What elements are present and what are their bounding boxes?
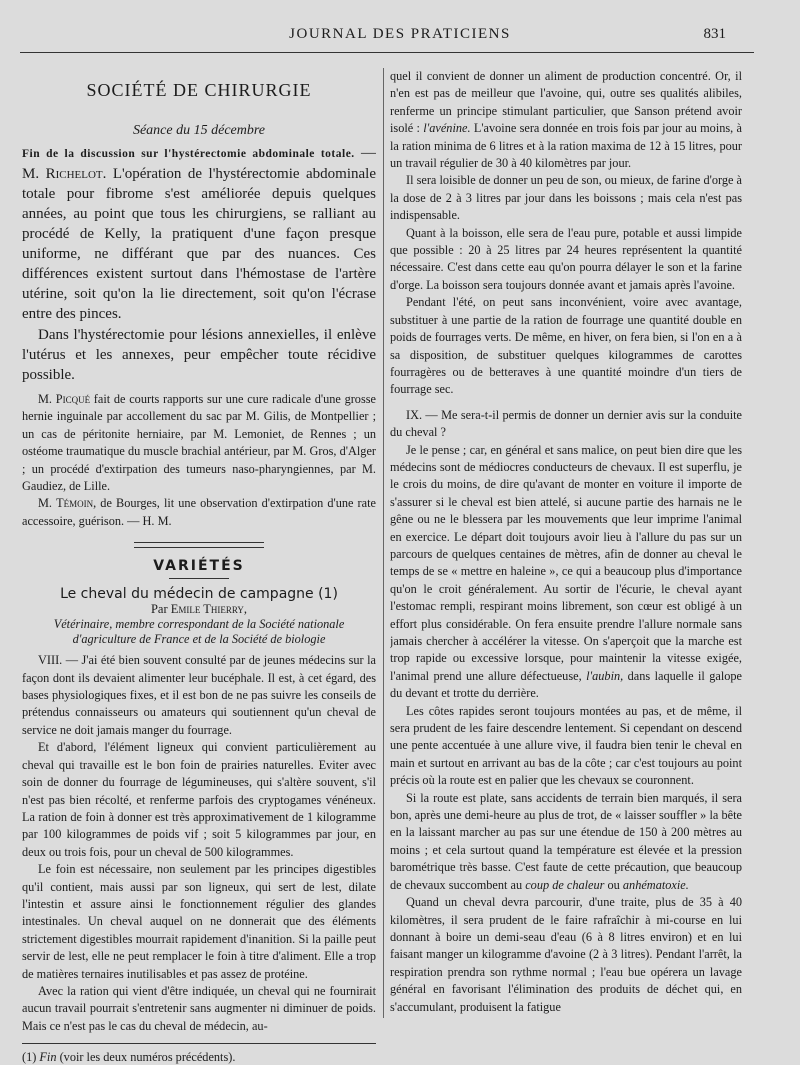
section-separator	[134, 542, 264, 548]
footnote-number: (1)	[22, 1050, 40, 1065]
article-paragraph: Les côtes rapides seront toujours montées au pas, et de même, il sera prudent de les faire descendre lentement. Si cependant on descend une pente accentuée à une allure vive, il faudra bien tenir le cheval en main et surtout en arrivant au bas de la côte ; car c'est toujours au point précis où la route est en palier que les chevaux se couronnent.	[390, 703, 742, 788]
footnote-italic: Fin	[39, 1050, 57, 1065]
article-paragraph: Il sera loisible de donner un peu de son, ou mieux, de farine d'orge à la dose de 2 à 3 litres par jour dans les boissons ; mais cela n'est pas indispensable.	[390, 173, 742, 223]
temoin-paragraph	[22, 495, 376, 530]
richelot-text: L'opération de l'hystérectomie abdominale totale pour fibrome s'est améliorée depuis quelques années, au point que tous les chirurgiens, se ralliant au procédé de Kelly, la pratiquent d'une façon presque uniforme, ne différant que par des nuances. Ces différences existent surtout dans l'hémostase de l'artère utérine, soit qu'on la lie directement, soit qu'on l'écrase entre des pinces.	[22, 166, 376, 322]
italic-term: l'avénine.	[423, 121, 471, 136]
text-run: Si la route est plate, sans accidents de terrain bien marqués, il sera bon, après une demi-heure au plus de trot, de « laisser souffler » la bête en la laissant marcher au pas sur une étendue de 150 à 200 mètres au moins ; et cela surtout quand la température est élevée et la pression barométrique très basse. C'est faute de cette précaution, que beaucoup de chevaux succombent au	[390, 790, 742, 892]
author-prefix: Par	[150, 602, 171, 617]
footnote-rule	[22, 1043, 376, 1044]
richelot-dash: — M.	[22, 145, 376, 182]
article-body-left	[22, 652, 376, 1035]
richelot-paragraph	[22, 143, 376, 324]
varietes-rule	[169, 578, 229, 579]
article-paragraph	[390, 68, 742, 172]
text-run: ou	[604, 877, 623, 892]
footnote-text: (voir les deux numéros précédents).	[56, 1050, 236, 1065]
article-paragraph	[390, 442, 742, 703]
article-paragraph	[390, 790, 742, 894]
varietes-title: VARIÉTÉS	[153, 558, 245, 575]
temoin-prefix: M.	[38, 496, 57, 511]
italic-term: coup de chaleur	[525, 877, 605, 892]
society-title: SOCIÉTÉ DE CHIRURGIE	[86, 80, 312, 100]
temoin-text: , de Bourges, lit une observation d'extirpation d'une rate accessoire, guérison. — H. M.	[22, 496, 376, 528]
header-rule	[20, 52, 754, 53]
article-title: Le cheval du médecin de campagne (1)	[60, 586, 338, 603]
author-affiliation: Vétérinaire, membre correspondant de la Société nationale d'agriculture de France et de la Société de biologie	[53, 617, 345, 647]
richelot-paragraph-2: Dans l'hystérectomie pour lésions annexielles, il enlève l'utérus et les annexes, peur empêcher toute récidive possible.	[22, 327, 376, 383]
seance-date: Séance du 15 décembre	[132, 123, 266, 138]
text-run: L'avoine sera donnée en trois fois par jour au moins, à la ration minima de 6 litres et à la ration maxima de 12 à 15 litres, pour un travail régulier de 30 à 40 kilomètres par jour.	[390, 121, 742, 171]
italic-term: anhématoxie.	[622, 877, 689, 892]
article-paragraph: Pendant l'été, on peut sans inconvénient, voire avec avantage, substituer à une partie de la ration de fourrage une quantité double en poids de fourrages verts. De même, en hiver, on fera bien, si l'on en a à sa disposition, de substituer quelques kilogrammes de carottes fourragères ou de betteraves à une quantité moindre d'un tiers de fourrage sec.	[390, 295, 742, 397]
article-paragraph: Quand un cheval devra parcourir, d'une traite, plus de 35 à 40 kilomètres, il sera prudent de le faire rafraîchir à mi-course en lui donnant à boire un demi-seau d'eau (6 à 8 litres environ) et en lui faisant manger un kilogramme d'avoine (2 à 3 litres). Pendant l'arrêt, la respiration prendra son rythme normal ; l'eau bue opérera un lavage général en favorisant l'élimination des produits de déchet qui, en s'accumulant, produisent la fatigue	[390, 895, 742, 1014]
right-column	[390, 68, 742, 1016]
discussion-label: Fin de la discussion sur l'hystérectomie abdominale totale.	[22, 148, 355, 160]
page-header	[20, 26, 780, 46]
text-run: dans laquelle il galope du devant et trotte du derrière.	[390, 668, 742, 701]
author-name: Emile Thierry,	[170, 602, 248, 617]
richelot-section	[22, 143, 376, 385]
article-paragraph: Quant à la boisson, elle sera de l'eau pure, potable et aussi limpide que possible : 20 à 25 litres par 24 heures représentent la quantité nécessaire. C'est dans cette eau qu'on pourra délayer le son et la farine d'orge. La boisson sera toujours donnée avant et jamais après l'avoine.	[390, 225, 742, 292]
page-number: 831	[703, 26, 726, 42]
picque-paragraph	[22, 391, 376, 495]
temoin-name: Témoin	[56, 496, 94, 511]
reports-section	[22, 391, 376, 530]
text-run: quel il convient de donner un aliment de production concentré. Or, il n'en est pas de meilleur que l'avoine, qui, outre ses qualités alibiles, renferme un principe stimulant particulier, que Sanson prétend avoir isolé :	[390, 69, 742, 136]
article-author	[22, 602, 376, 617]
article-paragraph: Et d'abord, l'élément ligneux qui convient particulièrement au cheval qui travaille est le bon foin de prairies naturelles. Eviter avec soin de donner du fourrage de légumineuses, qui s'altère souvent, s'il n'est pas bien récolté, et renferme parfois des cryptogames vénéneux. La ration de foin à donner est très approximativement de 1 kilogramme par 100 kilogrammes de poids vif ; soit 5 kilogrammes par jour, en deux ou trois fois, pour un cheval de 500 kilogrammes.	[22, 740, 376, 859]
left-column	[22, 68, 376, 1065]
picque-text: fait de courts rapports sur une cure radicale d'une grosse hernie inguinale par accollement du sac par M. Gilis, de Montpellier ; un cas de péritonite herniaire, par M. Lemoniet, de Rennes ; un ostéome traumatique du muscle brachial antérieur, par M. Gros, d'Alger ; un procédé d'extirpation des tumeurs naso-pharyngiennes, par M. Gaudiez, de Lille.	[22, 392, 376, 494]
article-paragraph: VIII. — J'ai été bien souvent consulté par de jeunes médecins sur la façon dont ils devaient alimenter leur bucéphale. Il est, à cet égard, des bases physiologiques fixes, et il est bon de ne pas suivre les conseils de prétendus connaisseurs ou amateurs qui soutiennent qu'un cheval de service ne doit jamais manger du fourrage.	[22, 653, 376, 737]
section-ix-heading: IX. — Me sera-t-il permis de donner un dernier avis sur la conduite du cheval ?	[390, 407, 742, 440]
picque-prefix: M.	[38, 392, 56, 406]
article-paragraph: Le foin est nécessaire, non seulement par les principes digestibles qu'il contient, mais aussi par son ligneux, qui sert de lest, dilate l'intestin et assure ainsi le fonctionnement régulier des glandes intestinales. Un cheval auquel on ne donnerait que des éléments strictement digestibles mourrait rapidement d'inanition. Si la paille peut servir de lest, elle ne peut remplacer le foin à titre d'aliment. Elle a trop de matières ternaires inutilisables et pas assez de protéine.	[22, 862, 376, 981]
picque-name: Picqué	[55, 392, 91, 406]
text-run: Je le pense ; car, en général et sans malice, on peut bien dire que les médecins sont de médiocres conducteurs de chevaux. Il est superflu, je le crois du moins, de dire qu'avant de monter en voiture il importe de s'assurer si le cheval est bien attelé, si aucune partie des harnais ne le gêne ou ne le blessera par les mouvements que leur imprime l'animal en exercice. Le départ doit toujours avoir lieu à l'allure du pas sur un parcours de quelques centaines de mètres, afin de donner au cheval le temps de se « mettre en haleine », ce qui a beaucoup plus d'importance qu'on le croit généralement. Au sortir de l'écurie, le cheval ayant l'estomac rempli, respirant moins librement, son cœur est obligé à un effort plus considérable. On fera ensuite prendre l'allure normale sans jamais chercher à accélérer la vitesse. On s'aperçoit que la marche est trop rapide ou excessive lorsque, pour maintenir la vitesse exigée, l'animal prend une allure défectueuse,	[390, 442, 742, 683]
column-divider	[383, 68, 384, 1018]
richelot-name: Richelot.	[45, 166, 107, 182]
article-paragraph: Avec la ration qui vient d'être indiquée, un cheval qui ne fournirait aucun travail pourrait s'entretenir sans augmenter ni diminuer de poids. Mais ce n'est pas le cas du cheval de médecin, au-	[22, 983, 376, 1033]
running-title: JOURNAL DES PRATICIENS	[289, 26, 511, 42]
footnote	[22, 1050, 376, 1065]
italic-term: l'aubin,	[586, 668, 624, 683]
